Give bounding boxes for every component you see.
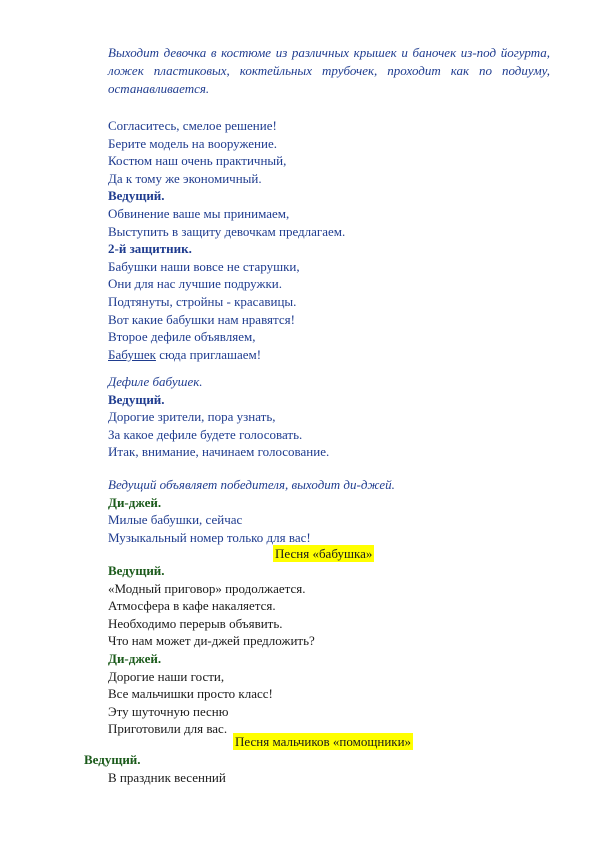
stage-direction: Ведущий объявляет победителя, выходит ди-джей. — [108, 477, 395, 492]
speaker-label: 2-й защитник. — [108, 241, 192, 257]
verse-line: За какое дефиле будете голосовать. — [108, 426, 303, 442]
verse-line: Костюм наш очень практичный, — [108, 153, 287, 169]
verse-line: Эту шуточную песню — [108, 703, 229, 719]
verse-line: «Модный приговор» продолжается. — [108, 580, 306, 596]
song-title-highlight: Песня «бабушка» — [275, 546, 373, 561]
verse-line: Бабушек сюда приглашаем! — [108, 346, 262, 362]
verse-girl — [108, 117, 345, 363]
speaker-label: Ведущий. — [108, 391, 165, 407]
speaker-label: Ди-джей. — [108, 494, 162, 510]
verse-line: Выступить в защиту девочкам предлагаем. — [108, 223, 346, 239]
verse-line: Да к тому же экономичный. — [108, 170, 262, 186]
verse-line: Милые бабушки, сейчас — [108, 512, 243, 528]
verse-line: Атмосфера в кафе накаляется. — [108, 598, 276, 614]
speaker-label: Ведущий. — [84, 752, 141, 767]
verse-dj — [108, 476, 395, 546]
verse-line: Они для нас лучшие подружки. — [108, 276, 283, 292]
verse-line: Дорогие наши гости, — [108, 668, 225, 684]
verse-final — [84, 751, 226, 786]
speaker-label: Ди-джей. — [108, 650, 162, 666]
stage-direction-intro: Выходит девочка в костюме из различных крышек и баночек из-под йогурта, ложек пластиковых, коктейльных трубочек, проходит как по подиуму, останавливается. — [108, 45, 550, 96]
verse-line: Берите модель на вооружение. — [108, 135, 277, 151]
verse-defile — [108, 373, 329, 461]
verse-line: Согласитесь, смелое решение! — [108, 118, 277, 133]
verse-host-dj — [108, 562, 315, 738]
verse-line: Дорогие зрители, пора узнать, — [108, 409, 276, 425]
verse-line: Что нам может ди-джей предложить? — [108, 633, 315, 649]
verse-line: В праздник весенний — [108, 769, 226, 785]
verse-line: Итак, внимание, начинаем голосование. — [108, 444, 330, 460]
verse-line: Вот какие бабушки нам нравятся! — [108, 311, 295, 327]
song-title-highlight: Песня мальчиков «помощники» — [235, 734, 412, 749]
verse-line: Бабушки наши вовсе не старушки, — [108, 258, 300, 274]
verse-line: Второе дефиле объявляем, — [108, 329, 256, 345]
verse-line: Музыкальный номер только для вас! — [108, 529, 311, 545]
verse-line: Необходимо перерыв объявить. — [108, 615, 283, 631]
verse-line: Подтянуты, стройны - красавицы. — [108, 293, 297, 309]
verse-line: Обвинение ваше мы принимаем, — [108, 205, 290, 221]
verse-line: Приготовили для вас. — [108, 721, 228, 737]
speaker-label: Ведущий. — [108, 563, 165, 578]
underlined-word: Бабушек — [108, 346, 156, 362]
verse-line: Все мальчишки просто класс! — [108, 686, 273, 702]
speaker-label: Ведущий. — [108, 188, 165, 204]
stage-direction: Дефиле бабушек. — [108, 374, 203, 389]
